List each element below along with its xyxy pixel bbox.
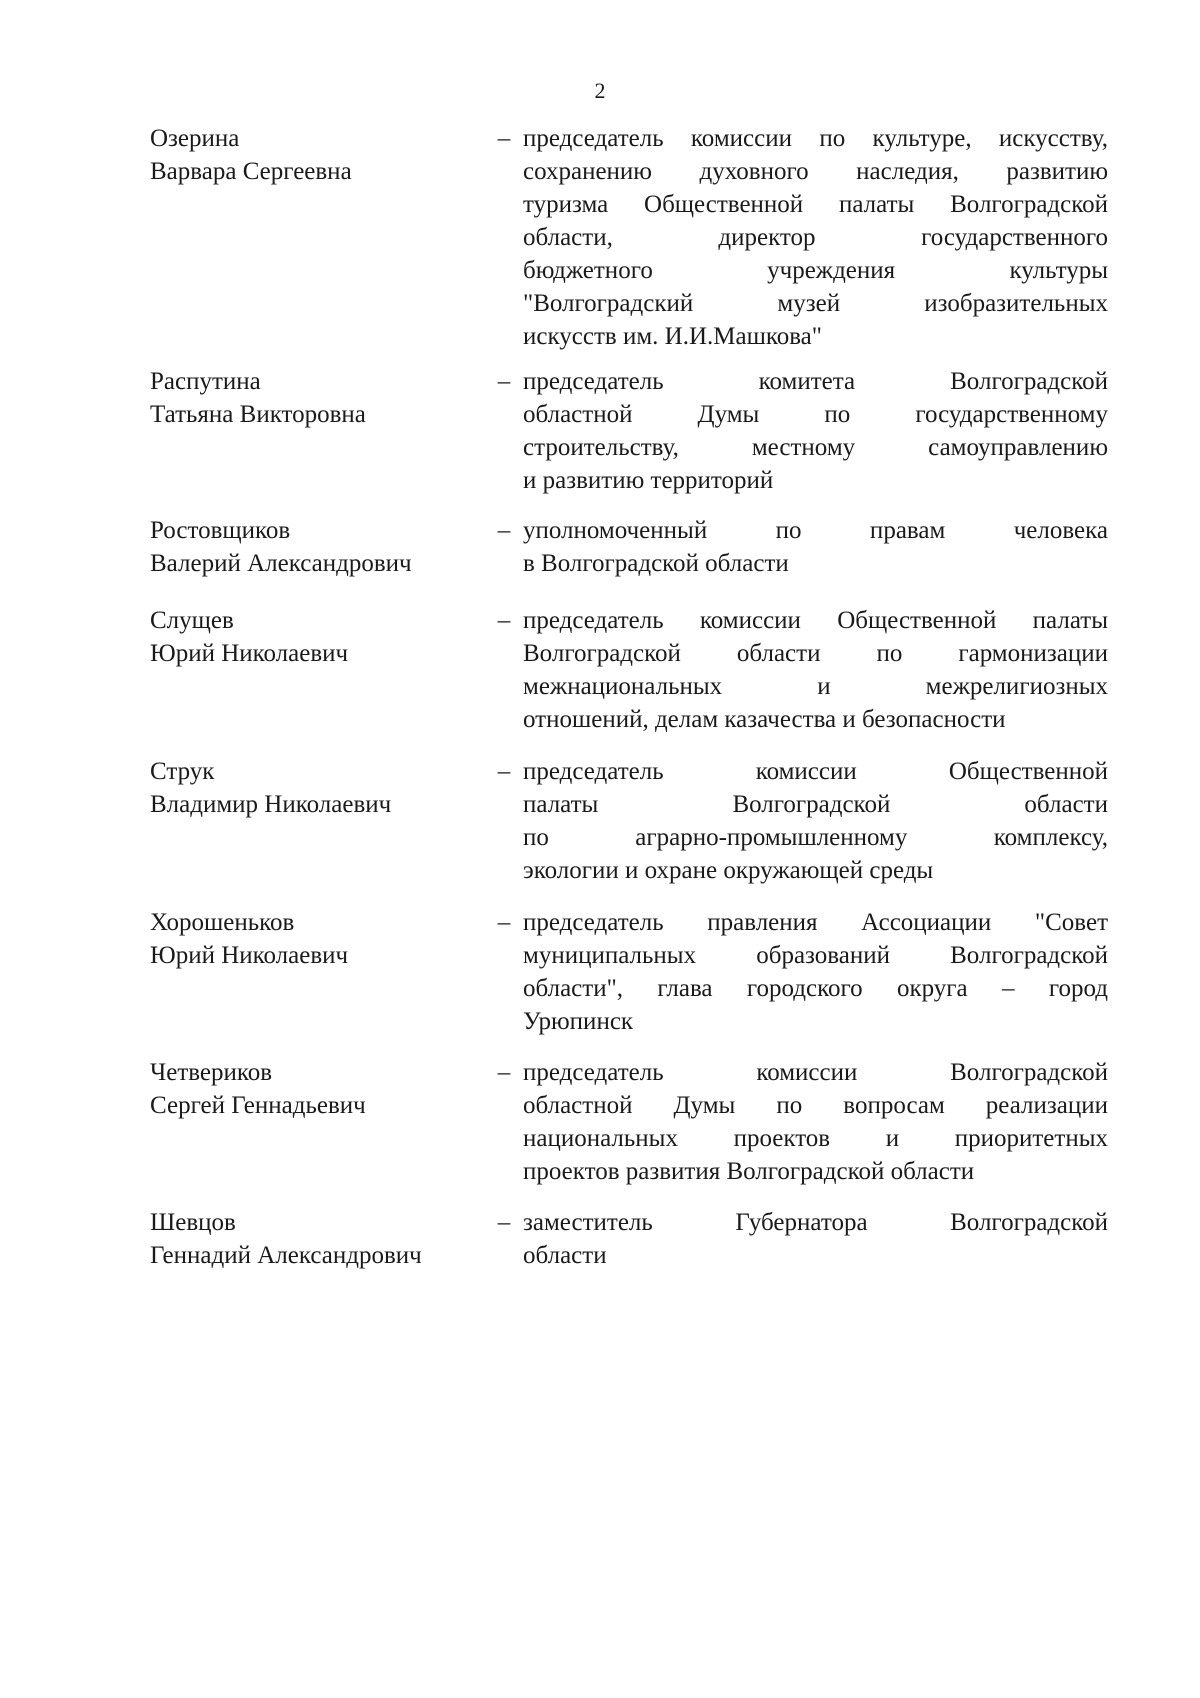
- dash-separator: –: [497, 909, 511, 936]
- position-line: по аграрно-промышленному комплексу,: [523, 824, 1108, 851]
- position-line: областной Думы по вопросам реализации: [523, 1092, 1108, 1119]
- member-surname: Шевцов: [150, 1209, 236, 1236]
- member-given-names: Юрий Николаевич: [150, 942, 349, 969]
- position-line: области", глава городского округа – город: [523, 975, 1108, 1002]
- position-line: проектов развития Волгоградской области: [523, 1158, 975, 1185]
- member-surname: Распутина: [150, 368, 261, 395]
- position-line: строительству, местному самоуправлению: [523, 434, 1108, 461]
- position-line: областной Думы по государственному: [523, 401, 1108, 428]
- member-name: [150, 122, 480, 188]
- position-line: Волгоградской области по гармонизации: [523, 640, 1108, 667]
- member-name: [150, 1056, 480, 1122]
- member-name: [150, 365, 480, 431]
- member-position: [523, 1206, 1108, 1272]
- member-name: [150, 906, 480, 972]
- position-line: отношений, делам казачества и безопасности: [523, 706, 1006, 733]
- member-position: [523, 906, 1108, 1038]
- member-surname: Ростовщиков: [150, 517, 291, 544]
- member-position: [523, 1056, 1108, 1188]
- dash-separator: –: [497, 1059, 511, 1086]
- member-given-names: Юрий Николаевич: [150, 640, 349, 667]
- member-name: [150, 755, 480, 821]
- member-position: [523, 604, 1108, 736]
- member-position: [523, 755, 1108, 887]
- member-name: [150, 604, 480, 670]
- position-line: области, директор государственного: [523, 224, 1108, 251]
- member-position: [523, 122, 1108, 353]
- position-line: сохранению духовного наследия, развитию: [523, 158, 1108, 185]
- position-line: муниципальных образований Волгоградской: [523, 942, 1108, 969]
- member-given-names: Татьяна Викторовна: [150, 401, 366, 428]
- member-name: [150, 514, 480, 580]
- position-line: "Волгоградский музей изобразительных: [523, 290, 1108, 317]
- position-line: межнациональных и межрелигиозных: [523, 673, 1108, 700]
- position-line: председатель комиссии Общественной: [523, 758, 1108, 785]
- position-line: экологии и охране окружающей среды: [523, 857, 934, 884]
- member-surname: Слущев: [150, 607, 234, 634]
- position-line: председатель комитета Волгоградской: [523, 368, 1108, 395]
- member-surname: Озерина: [150, 125, 240, 152]
- member-given-names: Валерий Александрович: [150, 550, 412, 577]
- position-line: председатель комиссии Волгоградской: [523, 1059, 1108, 1086]
- position-line: области: [523, 1242, 607, 1269]
- member-name: [150, 1206, 480, 1272]
- member-surname: Струк: [150, 758, 215, 785]
- member-surname: Хорошеньков: [150, 909, 295, 936]
- dash-separator: –: [497, 758, 511, 785]
- position-line: в Волгоградской области: [523, 550, 789, 577]
- position-line: искусств им. И.И.Машкова": [523, 323, 822, 350]
- member-position: [523, 514, 1108, 580]
- position-line: уполномоченный по правам человека: [523, 517, 1108, 544]
- dash-separator: –: [497, 1209, 511, 1236]
- member-position: [523, 365, 1108, 497]
- position-line: бюджетного учреждения культуры: [523, 257, 1108, 284]
- position-line: туризма Общественной палаты Волгоградской: [523, 191, 1108, 218]
- page-number: 2: [594, 78, 606, 103]
- member-given-names: Геннадий Александрович: [150, 1242, 422, 1269]
- position-line: и развитию территорий: [523, 467, 774, 494]
- dash-separator: –: [497, 368, 511, 395]
- dash-separator: –: [497, 607, 511, 634]
- position-line: председатель комиссии по культуре, искусству,: [523, 125, 1108, 152]
- position-line: председатель правления Ассоциации "Совет: [523, 909, 1108, 936]
- dash-separator: –: [497, 517, 511, 544]
- position-line: палаты Волгоградской области: [523, 791, 1108, 818]
- dash-separator: –: [497, 125, 511, 152]
- member-surname: Четвериков: [150, 1059, 273, 1086]
- position-line: заместитель Губернатора Волгоградской: [523, 1209, 1108, 1236]
- position-line: Урюпинск: [523, 1008, 634, 1035]
- position-line: национальных проектов и приоритетных: [523, 1125, 1108, 1152]
- member-given-names: Владимир Николаевич: [150, 791, 392, 818]
- position-line: председатель комиссии Общественной палаты: [523, 607, 1108, 634]
- member-given-names: Варвара Сергеевна: [150, 158, 352, 185]
- member-given-names: Сергей Геннадьевич: [150, 1092, 366, 1119]
